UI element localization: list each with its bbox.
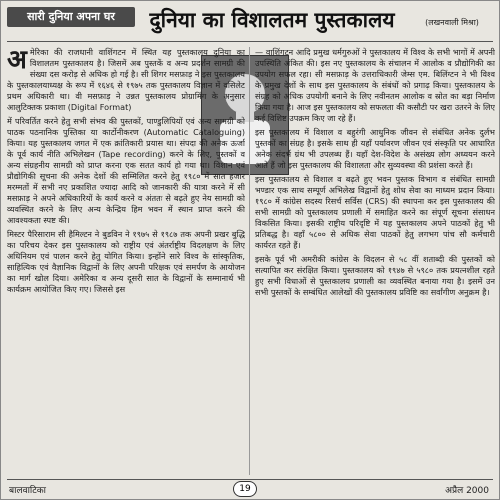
left-paragraph-1: [7, 47, 245, 113]
left-paragraph-2: में परिवर्तित करने हेतु सभी संभव की पुस्तकों, पाण्डुलिपियों एवं अन्य सामग्री को पाठक पठनानिक पुस्तिका या कार्टोनीकरण (Automatic Cataloguing) किया। यह पुस्तकालय जगत में एक क्रांतिकारी प्रयास था। संपदा की अनेक ऊर्जा के पूर्व कार्य नीति अभिलेखन (Tape recording) करने के लिए, पुस्तकों व अन्य संग्रहनीय सामग्री को प्राप्त करना एक सतत कार्य हो गया था। विशान एवं प्रौद्योगिकी सूचना की अनेक देशों की सम्मिलित करने हेतु १९८० में सात हजार मरम्मतों में सभी नए प्रकाशित ज्यादा आदि को जानकारी की यात्रा करने में सी मसफ़ाड़ ने अपने अधिकारियों के कार्य करने व अंततः से बढ़ते हुए नेय सामग्री को व्यवस्थित करने के लिए अन्य केन्द्रिय हिम भवन में स्थान प्राप्त करने की आवश्यकता स्पष्ट की।: [7, 116, 245, 225]
section-kicker: सारी दुनिया अपना घर: [7, 7, 135, 27]
footer-date: अप्रैल 2000: [445, 486, 489, 496]
footer-publication: बालवाटिका: [9, 486, 47, 496]
drop-cap: अ: [7, 47, 27, 75]
right-paragraph-1: — वाशिंगटन आदि प्रमुख धर्मगुरुओं ने पुस्तकालय में विश्व के सभी भागों में अपनी उपस्थिति अंकित की। इस नए पुस्तकालय के संचालन में आलोक व प्रौद्योगिकी का उपयोग सफल रहा। सी मसफ़ाड़ के उत्तराधिकारी जेम्स एम. बिलिंग्टन ने भी विश्व के प्रमुख देशों के साथ इस पुस्तकालय के संबंधों को प्रगाढ़ किया। पुस्तकालय के संग्रह को अधिक उपयोगी बनाने के लिए नवीनतम आलोक व स्रोत का बड़ा निर्माण किया गया है। आज इस पुस्तकालय को सफलता की कसौटी पर खरा उतरने के लिए कई विशिष्ट उपक्रम किए जा रहे हैं।: [255, 47, 495, 123]
right-column: [255, 47, 495, 475]
headline: दुनिया का विशालतम पुस्तकालय: [149, 7, 395, 32]
footer-rule: [7, 479, 493, 480]
top-rule: [7, 41, 493, 42]
right-paragraph-3: इस पुस्तकालय से विशाल व बढ़ते हुए भवन पुस्तक विभाग व संबंधित सामग्री भण्डार एक साथ सम्पूर्ण अभिलेख विद्वानों हेतु शोध सेवा का माध्यम प्रदान किया। १९८० में कांग्रेस सदस्य रिसर्च सर्विस (CRS) की स्थापना कर इस पुस्तकालय की सभी सामग्री को पुस्तकालय प्रणाली में समाहित करने का संपूर्ण सूचना संसाधन विकसित किया। इसकी राष्ट्रीय परिदृष्टि में यह पुस्तकालय अपने पाठकों हेतु भी प्रतिबद्ध है। वहाँ ५८०० से अधिक सेवा पाठकों हेतु लगभग पांच सौ कर्मचारी कार्यरत रहते हैं।: [255, 174, 495, 250]
right-paragraph-4: इसके पूर्व भी अमरीकी कांग्रेस के विदलन से ५८ वीं शताब्दी की पुस्तकों को सत्यापित कर संरक्षित किया। पुस्तकालय को १९४७ से ५९८० तक प्रयत्नशील रहते हुए सभी विधाओं से पुस्तकालय प्रणाली का व्यवस्थित बनाया गया है। इसमें उन सभी पुस्तकों के सम्बंधित आलेखों की पुस्तकालय प्रविष्टि का सर्वांगीण अनुक्रम है।: [255, 254, 495, 297]
page-number: 19: [233, 481, 257, 497]
left-column: [7, 47, 245, 475]
column-divider: [249, 47, 250, 475]
left-paragraph-1-text: मेरिका की राजधानी वाशिंगटन में स्थित यह पुस्तकालय दुनिया का विशालतम पुस्तकालय है। जिसमें अब पुस्तकें व अन्य प्रदर्शन सामग्री की संख्या दस करोड़ से अधिक हो गई है। सी शिगर मसफ़ाड़ ने इस पुस्तकालय के पुस्तकालयाध्यक्ष के रूप में १६४६ से १९७५ तक पुस्तकालय विज्ञान में वसिलेट प्रथम अधिकारी था। वी मसफ़ाड़ ने उन्नत पुस्तकालय प्रोग्रामिंग के अनुसार आलुटिक्तक प्रकाशा (Digital Format): [7, 47, 245, 112]
byline: (लखनवाली मिश्रा): [425, 18, 479, 27]
right-paragraph-2: इस पुस्तकालय में विशाल व बहुरंगी आधुनिक जीवन से संबंधित अनेक दुर्लभ पुस्तकों का संग्रह है। इसके साथ ही यहाँ पर्यावरण जीवन एवं संस्कृति पर आधारित अनेक संदर्भ ग्रंथ भी उपलब्ध हैं। यहाँ देश-विदेश के असंख्य लोग अध्ययन करने आते हैं जो इस पुस्तकालय की विशालता और सुव्यवस्था की प्रशंसा करते हैं।: [255, 127, 495, 170]
left-paragraph-3: मिस्टर पैरिसाराम सी हैमिल्टन ने बुडविन ने १९७५ से १९८७ तक अपनी प्रखर बुद्धि का परिचय देकर इस पुस्तकालय को राष्ट्रीय एवं अंतर्राष्ट्रीय विदलक्षण के लिए अधिनियम एवं पालन करने हेतु योगित किया। इन्होंने सारे विश्व के सांस्कृतिक, साहित्यिक एवं वैज्ञानिक विद्वानों के लिए अपनी परिक्षक एवं समर्पण के आयोजन का मार्ग खोल दिया। अमेरिका व अन्य दूसरी सात के विद्वानों के सम्मानार्थ भी कार्यक्रम आयोजित किए गए। जिससे इस: [7, 229, 245, 294]
